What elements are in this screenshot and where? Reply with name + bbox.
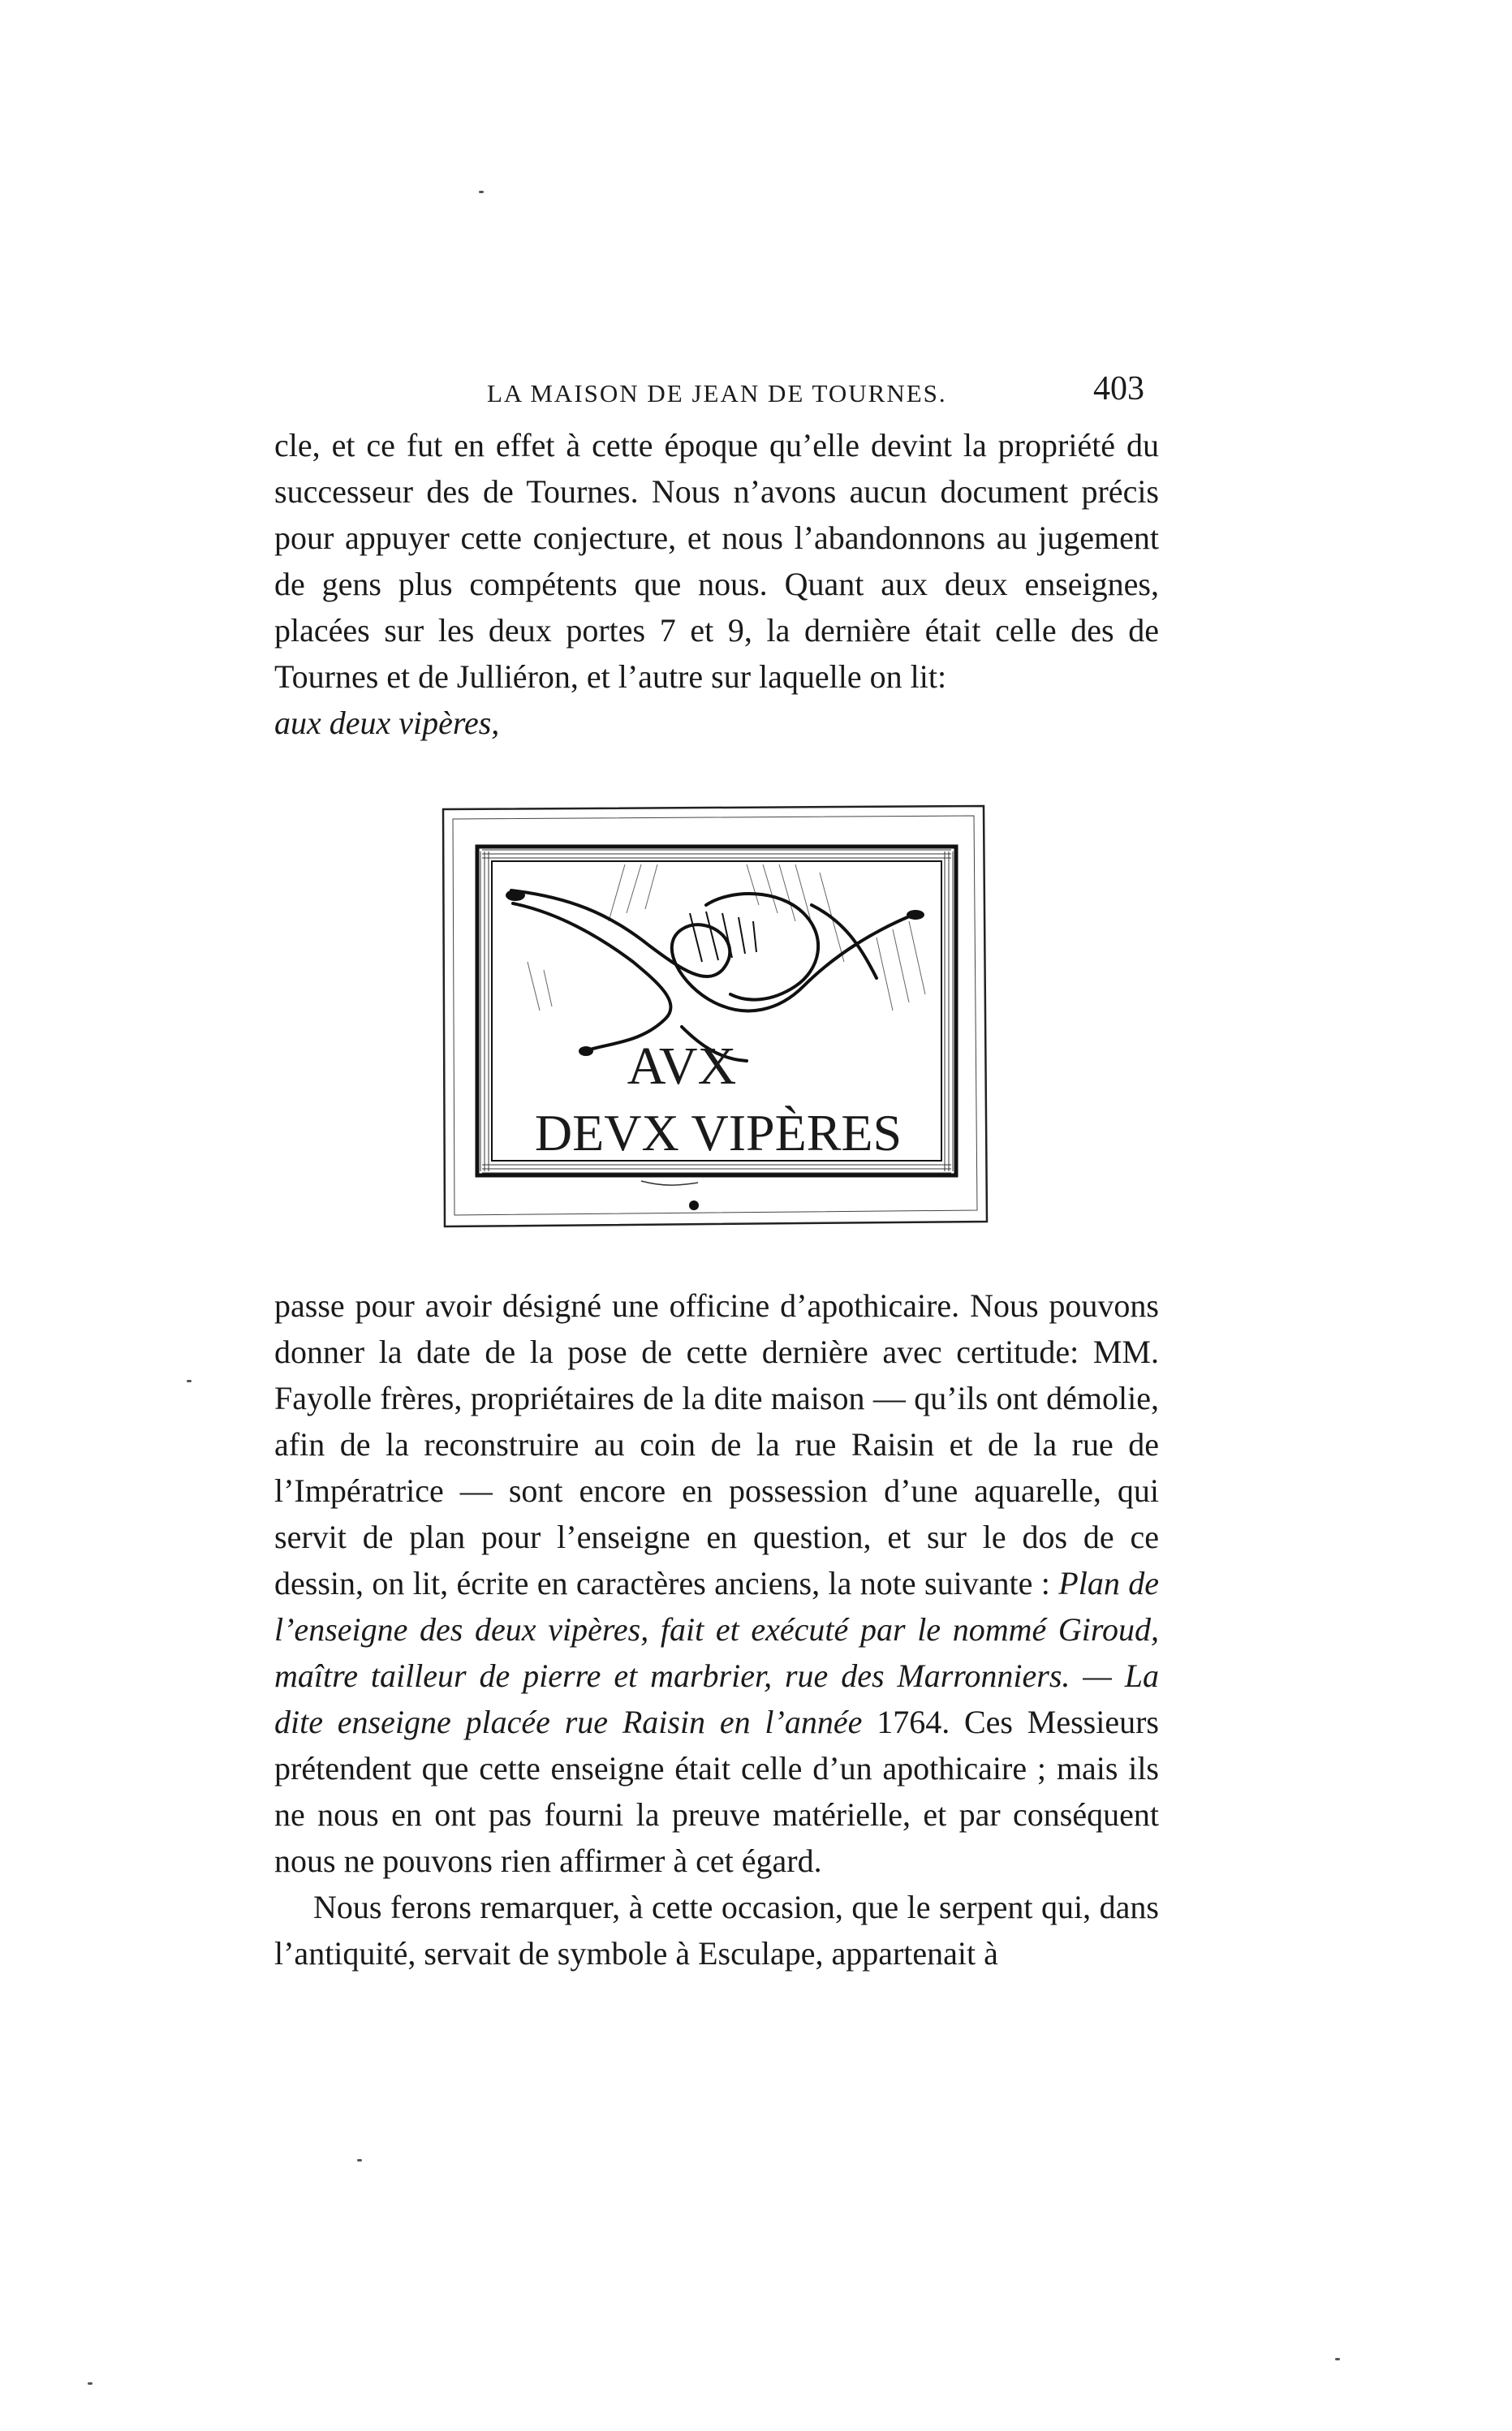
paragraph-1-italic-end: aux deux vipères, bbox=[274, 705, 500, 741]
page-number: 403 bbox=[1093, 370, 1144, 407]
paragraph-1-text: cle, et ce fut en effet à cette époque qu’elle devint la propriété du successeur des de Tournes. Nous n’avons aucun document précis pour appuyer cette conjecture, et nous l’abandonnons au jugement de gens plus compétents que nous. Quant aux deux enseignes, placées sur les deux portes 7 et 9, la dernière était celle des de Tournes et de Julliéron, et l’autre sur laquelle on lit: bbox=[274, 427, 1159, 695]
serpents-drawing bbox=[511, 890, 917, 1061]
sign-illustration bbox=[438, 800, 990, 1238]
paragraph-2 bbox=[274, 1282, 1159, 1884]
slab-outline bbox=[443, 806, 987, 1226]
sign-line-2: DEVX VIPÈRES bbox=[534, 1104, 902, 1162]
paragraph-2-part-1: passe pour avoir désigné une officine d’apothicaire. Nous pouvons donner la date de la pose de cette dernière avec certitude: MM. Fayolle frères, propriétaires de la dite maison — qu’ils ont démolie, afin de la reconstruire au coin de la rue Raisin et de la rue de l’Impératrice — sont encore en possession d’une aquarelle, qui servit de plan pour l’enseigne en question, et sur le dos de ce dessin, on lit, écrite en caractères anciens, la note suivante : bbox=[274, 1287, 1159, 1601]
paragraph-2-year: 1764 bbox=[877, 1704, 942, 1740]
print-speck bbox=[357, 2159, 362, 2162]
running-head bbox=[274, 369, 1159, 418]
print-speck bbox=[88, 2382, 93, 2385]
print-speck bbox=[1335, 2358, 1340, 2360]
chip-dot bbox=[689, 1200, 699, 1210]
paragraph-3 bbox=[274, 1884, 1159, 1976]
paragraph-1 bbox=[274, 422, 1159, 746]
running-title: LA MAISON DE JEAN DE TOURNES. bbox=[487, 379, 947, 407]
serpent-heads bbox=[506, 890, 924, 1056]
sign-line-1: AVX bbox=[627, 1037, 737, 1096]
paragraph-2-and-3 bbox=[274, 1282, 1159, 1976]
paragraph-3-text: Nous ferons remarquer, à cette occasion, que le serpent qui, dans l’antiquité, servait de symbole à Esculape, appartenait à bbox=[274, 1889, 1159, 1972]
paragraph-2-part-2: . Ces Messieurs prétendent que cette enseigne était celle d’un apothicaire ; mais ils ne nous en ont pas fourni la preuve matérielle, et par conséquent nous ne pouvons rien affirmer à cet égard. bbox=[274, 1704, 1160, 1879]
print-speck bbox=[479, 191, 484, 193]
print-speck bbox=[187, 1380, 192, 1382]
paragraph-2-quote: Plan de l’enseigne des deux vipères, fait et exécuté par le nommé Giroud, maître tailleur de pierre et marbrier, rue des Marronniers. — La dite enseigne placée rue Raisin en l’année bbox=[274, 1565, 1159, 1740]
sign-engraving bbox=[438, 800, 990, 1238]
chip-mark bbox=[641, 1181, 698, 1185]
